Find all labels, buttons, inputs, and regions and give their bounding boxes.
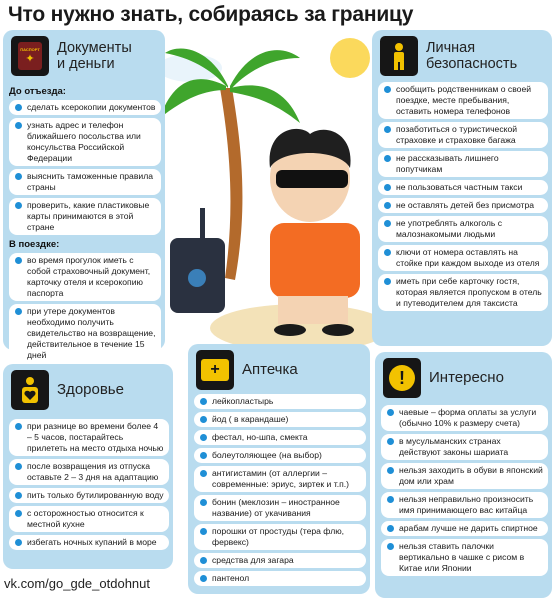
list-item: йод ( в карандаше) bbox=[194, 412, 366, 427]
documents-heading-line2: и деньги bbox=[57, 56, 115, 72]
list-item: чаевые – форма оплаты за услуги (обычно 10% к размеру счета) bbox=[381, 405, 548, 431]
list-item: лейкопластырь bbox=[194, 394, 366, 409]
list-item: ключи от номера оставлять на стойке при каждом выходе из отеля bbox=[378, 245, 548, 271]
list-item: нельзя заходить в обуви в японский дом или храм bbox=[381, 463, 548, 489]
list-item: проверить, какие пластиковые карты принимаются в этой стране bbox=[9, 198, 161, 235]
list-item: при разнице во времени более 4 – 5 часов, постарайтесь прилететь на место отдыха ночью bbox=[9, 419, 169, 456]
person-icon bbox=[380, 36, 418, 76]
list-item: выяснить таможенные правила страны bbox=[9, 169, 161, 195]
list-item: болеутоляющее (на выбор) bbox=[194, 448, 366, 463]
health-list bbox=[9, 419, 169, 553]
health-icon bbox=[11, 370, 49, 410]
list-item: сделать ксерокопии документов bbox=[9, 100, 161, 115]
safety-heading-line1: Личная bbox=[426, 40, 476, 56]
list-item: во время прогулок иметь с собой страховочный документ, карточку отеля и ксерокопию паспорта bbox=[9, 253, 161, 301]
list-item: нельзя ставить палочки вертикально в чашке с рисом в Китае или Японии bbox=[381, 539, 548, 576]
source-link[interactable]: vk.com/go_gde_otdohnut bbox=[4, 576, 150, 591]
list-item: не рассказывать лишнего попутчикам bbox=[378, 151, 548, 177]
shirt-shape bbox=[270, 223, 360, 298]
list-item: позаботиться о туристической страховке и страховке багажа bbox=[378, 122, 548, 148]
sunglasses-icon bbox=[276, 170, 348, 188]
list-item: арабам лучше не дарить спиртное bbox=[381, 521, 548, 536]
list-item: после возвращения из отпуска оставьте 2 – 3 дня на адаптацию bbox=[9, 459, 169, 485]
health-card bbox=[3, 364, 173, 569]
health-heading: Здоровье bbox=[57, 381, 124, 398]
list-item: антигистамин (от аллергии – современные: эриус, зиртек и т.п.) bbox=[194, 466, 366, 492]
list-item: не оставлять детей без присмотра bbox=[378, 198, 548, 213]
list-item: пантенол bbox=[194, 571, 366, 586]
list-item: порошки от простуды (тера флю, фервекс) bbox=[194, 524, 366, 550]
safety-heading-line2: безопасность bbox=[426, 56, 518, 72]
list-item: при утере документов необходимо получить свидетельство на возвращение, действительное в течение 15 дней bbox=[9, 304, 161, 363]
page-title: Что нужно знать, собираясь за границу bbox=[8, 3, 414, 26]
documents-subheading-before: До отъезда: bbox=[9, 86, 66, 97]
passport-label: ПАСПОРТ bbox=[20, 47, 40, 52]
safety-list bbox=[378, 82, 548, 314]
documents-heading-line1: Документы bbox=[57, 40, 132, 56]
list-item: пить только бутилированную воду bbox=[9, 488, 169, 503]
list-item: с осторожностью относится к местной кухне bbox=[9, 506, 169, 532]
exclamation-icon: ! bbox=[383, 358, 421, 398]
documents-card bbox=[3, 30, 165, 360]
list-item: в мусульманских странах действуют законы шариата bbox=[381, 434, 548, 460]
list-item: избегать ночных купаний в море bbox=[9, 535, 169, 550]
documents-before-list bbox=[9, 100, 161, 235]
list-item: фестал, но-шпа, смекта bbox=[194, 430, 366, 445]
passport-icon: ПАСПОРТ ✦ bbox=[11, 36, 49, 76]
list-item: сообщить родственникам о своей поездке, месте пребывания, оставить номера телефонов bbox=[378, 82, 548, 119]
tourist-illustration bbox=[150, 28, 380, 358]
list-item: нельзя неправильно произносить имя принимающего вас китайца bbox=[381, 492, 548, 518]
legs-shape bbox=[278, 296, 348, 324]
first-aid-list bbox=[194, 394, 366, 589]
list-item: узнать адрес и телефон ближайшего посольства или консульства Российской Федерации bbox=[9, 118, 161, 166]
sun-icon bbox=[330, 38, 370, 78]
interesting-card bbox=[375, 352, 552, 598]
first-aid-heading: Аптечка bbox=[242, 361, 298, 378]
documents-during-list bbox=[9, 253, 161, 363]
list-item: бонин (меклозин – иностранное название) от укачивания bbox=[194, 495, 366, 521]
list-item: иметь при себе карточку гостя, которая является пропуском в отель и путеводителем для таксиста bbox=[378, 274, 548, 311]
documents-subheading-during: В поездке: bbox=[9, 239, 60, 250]
list-item: не пользоваться частным такси bbox=[378, 180, 548, 195]
interesting-heading: Интересно bbox=[429, 369, 504, 386]
interesting-list bbox=[381, 405, 548, 579]
first-aid-card bbox=[188, 344, 370, 594]
safety-card bbox=[372, 30, 552, 346]
first-aid-kit-icon: + bbox=[196, 350, 234, 390]
list-item: не употреблять алкоголь с малознакомыми людьми bbox=[378, 216, 548, 242]
list-item: средства для загара bbox=[194, 553, 366, 568]
